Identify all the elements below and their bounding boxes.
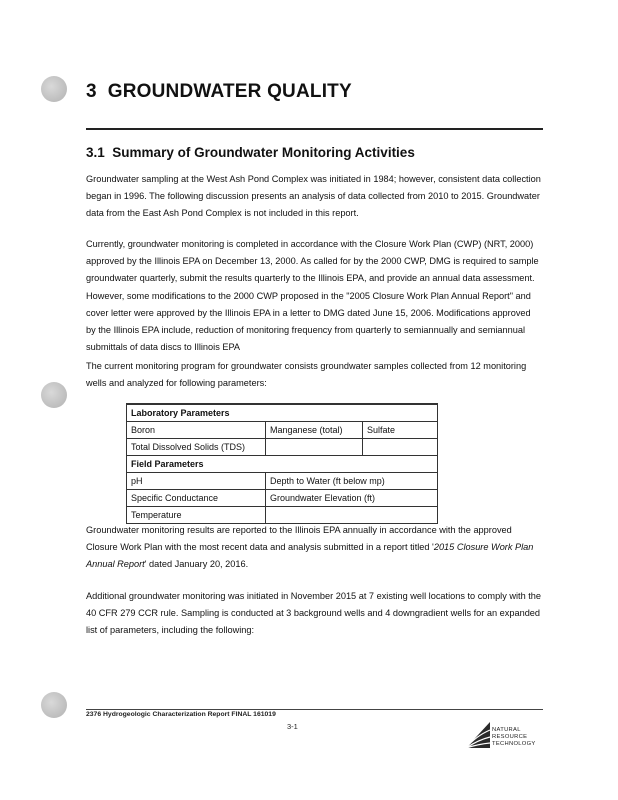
table-row [127, 507, 438, 524]
table-cell: Specific Conductance [127, 490, 266, 507]
table-cell: Sulfate [363, 422, 438, 439]
logo-mark-icon [464, 718, 492, 752]
table-section-header [127, 456, 438, 473]
section-heading [86, 145, 415, 160]
table-row [127, 473, 438, 490]
heading-rule [86, 128, 543, 130]
table-cell: pH [127, 473, 266, 490]
punch-hole [41, 76, 67, 102]
table-cell: Manganese (total) [266, 422, 363, 439]
paragraph-2: Currently, groundwater monitoring is completed in accordance with the Closure Work Plan (CWP) (NRT, 2000) approved by the Illinois EPA on December 13, 2000. As called for by the 2000 CWP, DMG is required to sample groundwater quarterly, submit the results quarterly to the Illinois EPA, and provide an annual data assessment. However, some modifications to the 2000 CWP proposed in the "2005 Closure Work Plan Annual Report" and cover letter were approved by the Illinois EPA in a letter to DMG dated June 15, 2006. Modifications approved by the Illinois EPA include, reduction of monitoring frequency from quarterly to semiannually and semiannual submittals of data discs to Illinois EPA [86, 239, 539, 353]
table-cell [363, 439, 438, 456]
table-cell [266, 507, 438, 524]
logo-text [492, 727, 536, 748]
table-row [127, 490, 438, 507]
table-cell: Groundwater Elevation (ft) [266, 490, 438, 507]
footer-rule [86, 709, 543, 710]
paragraph-4 [86, 522, 542, 574]
table-row [127, 439, 438, 456]
chapter-title: GROUNDWATER QUALITY [107, 81, 352, 102]
section-number: 3.1 [86, 145, 105, 160]
paragraph-4-text: Groundwater monitoring results are reported to the Illinois EPA annually in accordance with the approved Closure Work Plan with the most recent data and analysis submitted in a report titled ' [86, 525, 512, 553]
paragraph-4-text-end: ' dated January 20, 2016. [144, 559, 249, 570]
paragraph-3: The current monitoring program for groundwater consists groundwater samples collected from 12 monitoring wells and analyzed for following parameters: [86, 361, 527, 389]
company-logo [464, 718, 544, 752]
paragraph-1: Groundwater sampling at the West Ash Pond Complex was initiated in 1984; however, consistent data collection began in 1996. The following discussion presents an analysis of data collected from 2010 to 2015. Groundwater data from the East Ash Pond Complex is not included in this report. [86, 174, 541, 219]
field-parameters-header: Field Parameters [127, 456, 438, 473]
footer-document-title: 2376 Hydrogeologic Characterization Report FINAL 161019 [86, 711, 276, 718]
punch-hole [41, 382, 67, 408]
table-row [127, 422, 438, 439]
punch-hole [41, 692, 67, 718]
logo-line: NATURAL [492, 727, 521, 733]
table-cell: Total Dissolved Solids (TDS) [127, 439, 266, 456]
chapter-heading [86, 81, 352, 103]
chapter-number: 3 [86, 81, 97, 102]
table-cell: Boron [127, 422, 266, 439]
table-section-header [127, 404, 438, 422]
section-title: Summary of Groundwater Monitoring Activities [112, 145, 415, 160]
parameters-table [126, 403, 438, 524]
logo-line: TECHNOLOGY [492, 741, 536, 747]
table-cell: Depth to Water (ft below mp) [266, 473, 438, 490]
page-number: 3-1 [287, 722, 298, 731]
report-title: 2015 Closure Work Plan Annual Report [86, 542, 534, 570]
logo-line: RESOURCE [492, 734, 528, 740]
table-cell [266, 439, 363, 456]
lab-parameters-header: Laboratory Parameters [127, 404, 438, 422]
table-cell: Temperature [127, 507, 266, 524]
paragraph-5: Additional groundwater monitoring was initiated in November 2015 at 7 existing well locations to comply with the 40 CFR 279 CCR rule. Sampling is conducted at 3 background wells and 4 downgradient wells for an expanded list of parameters, including the following: [86, 591, 542, 636]
